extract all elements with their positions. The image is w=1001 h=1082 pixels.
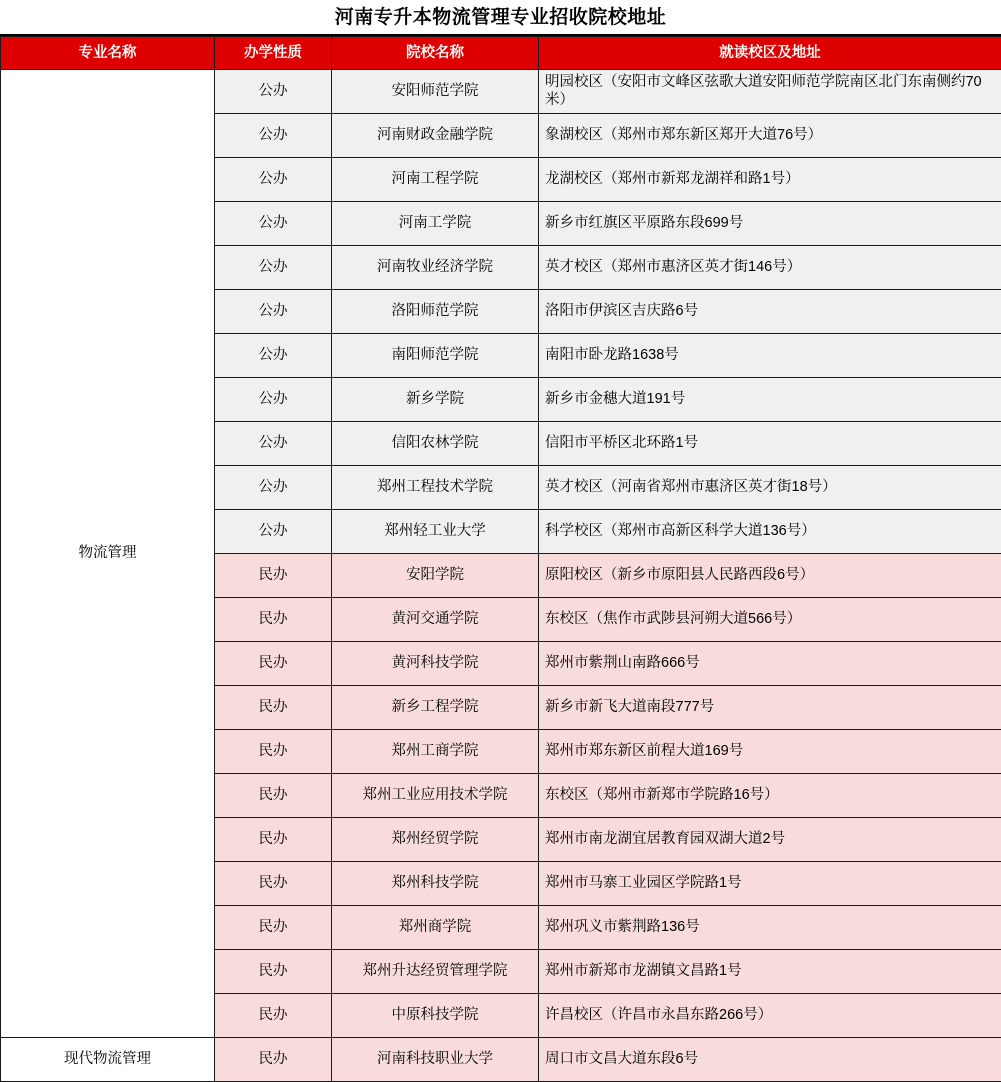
column-header-nature: 办学性质 bbox=[215, 37, 332, 70]
school-nature-cell: 公办 bbox=[215, 202, 332, 246]
campus-address-cell: 龙湖校区（郑州市新郑龙湖祥和路1号） bbox=[539, 158, 1001, 202]
campus-address-cell: 新乡市红旗区平原路东段699号 bbox=[539, 202, 1001, 246]
school-name-cell: 信阳农林学院 bbox=[332, 422, 539, 466]
campus-address-cell: 东校区（郑州市新郑市学院路16号） bbox=[539, 774, 1001, 818]
school-name-cell: 郑州工商学院 bbox=[332, 730, 539, 774]
campus-address-cell: 洛阳市伊滨区吉庆路6号 bbox=[539, 290, 1001, 334]
school-name-cell: 郑州升达经贸管理学院 bbox=[332, 950, 539, 994]
campus-address-cell: 象湖校区（郑州市郑东新区郑开大道76号） bbox=[539, 114, 1001, 158]
school-name-cell: 黄河科技学院 bbox=[332, 642, 539, 686]
table-row bbox=[1, 1038, 1001, 1082]
school-nature-cell: 民办 bbox=[215, 818, 332, 862]
campus-address-cell: 信阳市平桥区北环路1号 bbox=[539, 422, 1001, 466]
page-title-band bbox=[0, 0, 1001, 36]
school-nature-cell: 公办 bbox=[215, 70, 332, 114]
school-name-cell: 河南工学院 bbox=[332, 202, 539, 246]
school-name-cell: 郑州商学院 bbox=[332, 906, 539, 950]
campus-address-cell: 明园校区（安阳市文峰区弦歌大道安阳师范学院南区北门东南侧约70米） bbox=[539, 70, 1001, 114]
school-name-cell: 河南财政金融学院 bbox=[332, 114, 539, 158]
school-name-cell: 郑州工程技术学院 bbox=[332, 466, 539, 510]
school-nature-cell: 民办 bbox=[215, 950, 332, 994]
column-header-school: 院校名称 bbox=[332, 37, 539, 70]
school-nature-cell: 民办 bbox=[215, 774, 332, 818]
school-nature-cell: 公办 bbox=[215, 422, 332, 466]
school-nature-cell: 民办 bbox=[215, 686, 332, 730]
table-header-row bbox=[1, 37, 1001, 70]
school-nature-cell: 民办 bbox=[215, 554, 332, 598]
school-name-cell: 新乡学院 bbox=[332, 378, 539, 422]
school-name-cell: 河南工程学院 bbox=[332, 158, 539, 202]
campus-address-cell: 南阳市卧龙路1638号 bbox=[539, 334, 1001, 378]
school-name-cell: 新乡工程学院 bbox=[332, 686, 539, 730]
school-name-cell: 河南牧业经济学院 bbox=[332, 246, 539, 290]
campus-address-cell: 许昌校区（许昌市永昌东路266号） bbox=[539, 994, 1001, 1038]
school-nature-cell: 民办 bbox=[215, 598, 332, 642]
school-nature-cell: 公办 bbox=[215, 114, 332, 158]
school-nature-cell: 公办 bbox=[215, 158, 332, 202]
school-name-cell: 安阳学院 bbox=[332, 554, 539, 598]
campus-address-cell: 郑州市郑东新区前程大道169号 bbox=[539, 730, 1001, 774]
campus-address-cell: 周口市文昌大道东段6号 bbox=[539, 1038, 1001, 1082]
campus-address-cell: 东校区（焦作市武陟县河朔大道566号） bbox=[539, 598, 1001, 642]
school-nature-cell: 公办 bbox=[215, 290, 332, 334]
campus-address-cell: 新乡市金穗大道191号 bbox=[539, 378, 1001, 422]
schools-table bbox=[0, 36, 1001, 1082]
campus-address-cell: 郑州市马寨工业园区学院路1号 bbox=[539, 862, 1001, 906]
table-header bbox=[1, 37, 1001, 70]
school-name-cell: 安阳师范学院 bbox=[332, 70, 539, 114]
school-name-cell: 郑州轻工业大学 bbox=[332, 510, 539, 554]
school-nature-cell: 公办 bbox=[215, 466, 332, 510]
school-name-cell: 洛阳师范学院 bbox=[332, 290, 539, 334]
campus-address-cell: 新乡市新飞大道南段777号 bbox=[539, 686, 1001, 730]
school-name-cell: 南阳师范学院 bbox=[332, 334, 539, 378]
column-header-major: 专业名称 bbox=[1, 37, 215, 70]
campus-address-cell: 郑州市新郑市龙湖镇文昌路1号 bbox=[539, 950, 1001, 994]
school-nature-cell: 公办 bbox=[215, 510, 332, 554]
school-name-cell: 郑州经贸学院 bbox=[332, 818, 539, 862]
school-nature-cell: 公办 bbox=[215, 334, 332, 378]
major-name-cell: 物流管理 bbox=[1, 70, 215, 1038]
school-name-cell: 郑州工业应用技术学院 bbox=[332, 774, 539, 818]
school-name-cell: 黄河交通学院 bbox=[332, 598, 539, 642]
school-name-cell: 河南科技职业大学 bbox=[332, 1038, 539, 1082]
school-nature-cell: 民办 bbox=[215, 642, 332, 686]
school-name-cell: 郑州科技学院 bbox=[332, 862, 539, 906]
column-header-address: 就读校区及地址 bbox=[539, 37, 1001, 70]
campus-address-cell: 科学校区（郑州市高新区科学大道136号） bbox=[539, 510, 1001, 554]
school-nature-cell: 公办 bbox=[215, 246, 332, 290]
major-name-cell: 现代物流管理 bbox=[1, 1038, 215, 1082]
page-title: 河南专升本物流管理专业招收院校地址 bbox=[334, 6, 667, 28]
campus-address-cell: 郑州市紫荆山南路666号 bbox=[539, 642, 1001, 686]
table-row bbox=[1, 70, 1001, 114]
campus-address-cell: 原阳校区（新乡市原阳县人民路西段6号） bbox=[539, 554, 1001, 598]
campus-address-cell: 英才校区（河南省郑州市惠济区英才街18号） bbox=[539, 466, 1001, 510]
table-body bbox=[1, 70, 1001, 1082]
school-nature-cell: 公办 bbox=[215, 378, 332, 422]
school-nature-cell: 民办 bbox=[215, 730, 332, 774]
school-name-cell: 中原科技学院 bbox=[332, 994, 539, 1038]
school-nature-cell: 民办 bbox=[215, 906, 332, 950]
campus-address-cell: 英才校区（郑州市惠济区英才街146号） bbox=[539, 246, 1001, 290]
school-nature-cell: 民办 bbox=[215, 994, 332, 1038]
campus-address-cell: 郑州巩义市紫荆路136号 bbox=[539, 906, 1001, 950]
campus-address-cell: 郑州市南龙湖宜居教育园双湖大道2号 bbox=[539, 818, 1001, 862]
school-nature-cell: 民办 bbox=[215, 1038, 332, 1082]
school-nature-cell: 民办 bbox=[215, 862, 332, 906]
